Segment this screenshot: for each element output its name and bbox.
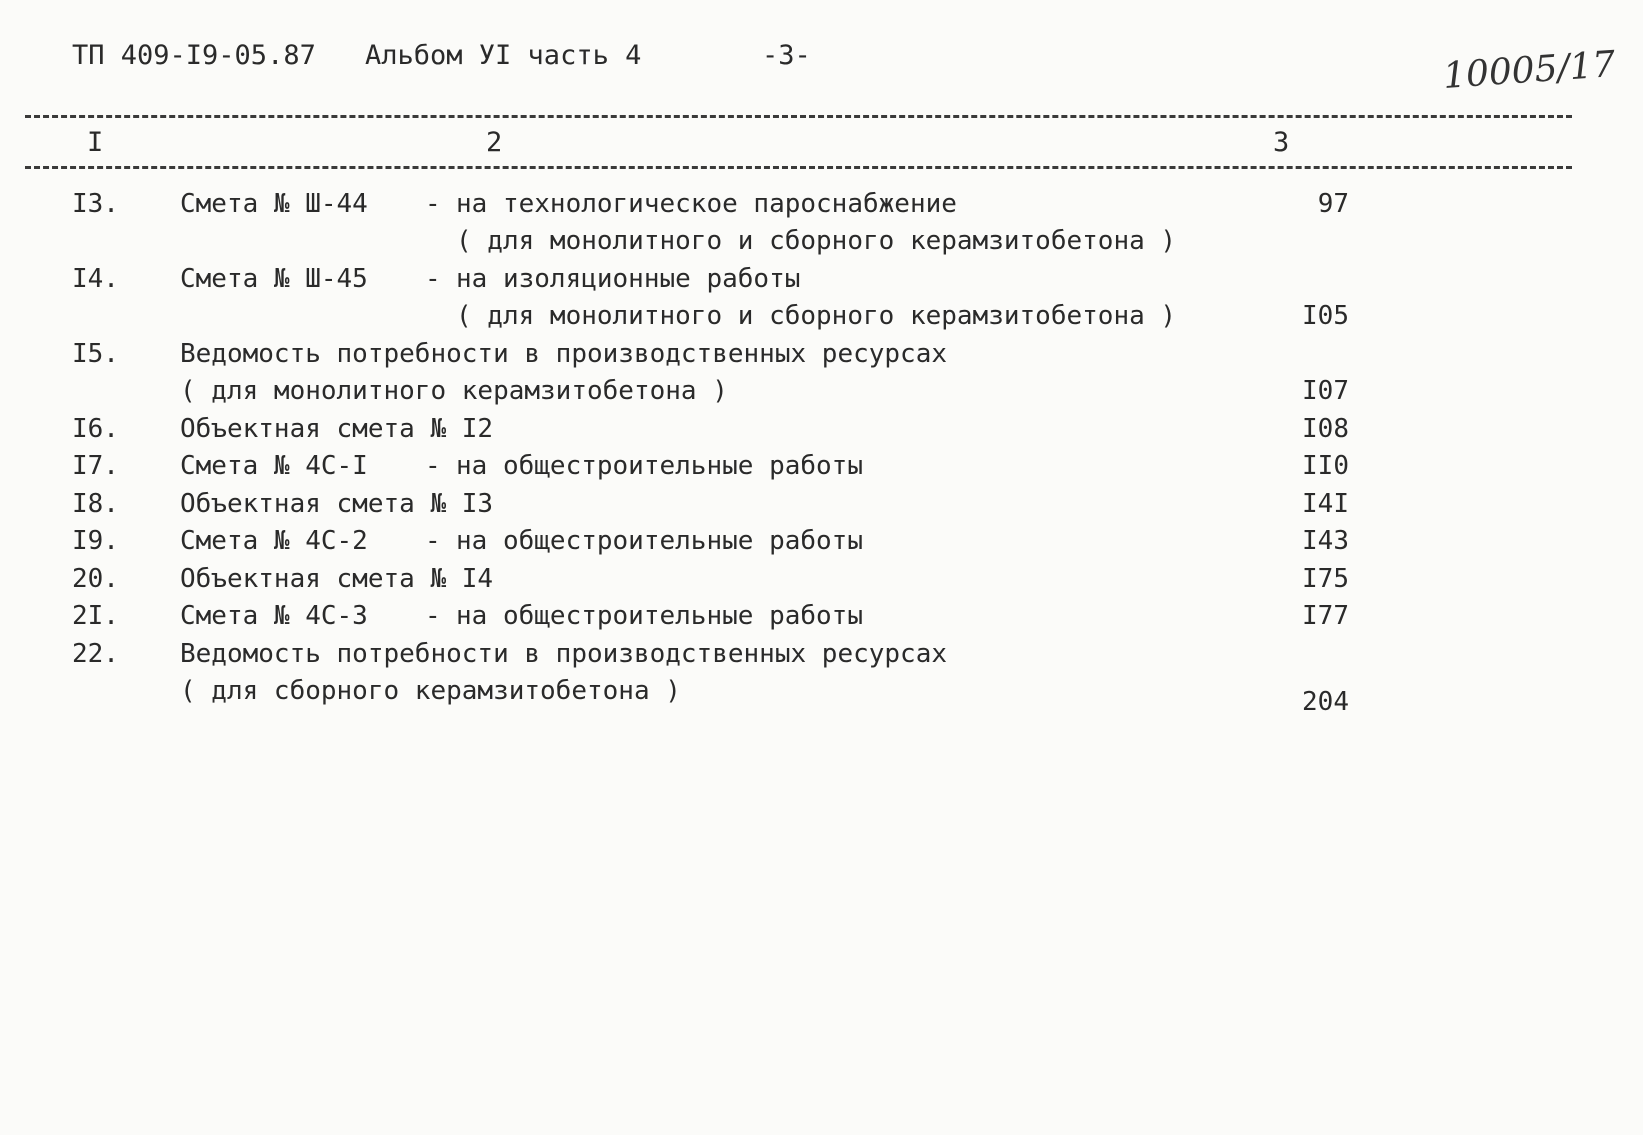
item-dash: - bbox=[425, 264, 441, 294]
item-number: I6. bbox=[72, 414, 119, 444]
page-number: -3- bbox=[762, 40, 811, 71]
list-item bbox=[0, 564, 1643, 601]
column-number-3: 3 bbox=[1273, 127, 1290, 158]
item-title: ( для сборного керамзитобетона ) bbox=[180, 676, 681, 706]
header-bottom-rule bbox=[25, 166, 1572, 169]
item-title: Смета № 4С-2 bbox=[180, 526, 368, 556]
list-item bbox=[0, 339, 1643, 376]
item-page: I08 bbox=[1302, 414, 1349, 444]
top-rule bbox=[25, 115, 1572, 118]
item-title: Ведомость потребности в производственных ресурсах bbox=[180, 639, 948, 669]
item-number: I8. bbox=[72, 489, 119, 519]
item-title: ( для монолитного керамзитобетона ) bbox=[180, 376, 728, 406]
item-description: на общестроительные работы bbox=[456, 526, 863, 556]
item-dash: - bbox=[425, 526, 441, 556]
item-number: I9. bbox=[72, 526, 119, 556]
item-continuation: ( для монолитного и сборного керамзитобетона ) bbox=[456, 301, 1177, 331]
item-title: Объектная смета № I3 bbox=[180, 489, 494, 519]
item-page: 204 bbox=[1302, 687, 1349, 717]
list-item bbox=[0, 264, 1643, 301]
item-dash: - bbox=[425, 189, 441, 219]
item-title: Смета № 4С-3 bbox=[180, 601, 368, 631]
item-continuation: ( для монолитного и сборного керамзитобетона ) bbox=[456, 226, 1177, 256]
item-description: на изоляционные работы bbox=[456, 264, 801, 294]
list-item bbox=[0, 301, 1643, 338]
item-number: I5. bbox=[72, 339, 119, 369]
list-item bbox=[0, 526, 1643, 563]
item-description: на общестроительные работы bbox=[456, 451, 863, 481]
album-label: Альбом УI часть 4 bbox=[365, 40, 642, 71]
list-item bbox=[0, 376, 1643, 413]
item-number: 22. bbox=[72, 639, 119, 669]
item-number: I7. bbox=[72, 451, 119, 481]
item-page: I75 bbox=[1302, 564, 1349, 594]
item-dash: - bbox=[425, 601, 441, 631]
item-description: на технологическое пароснабжение bbox=[456, 189, 957, 219]
list-item bbox=[0, 451, 1643, 488]
list-item bbox=[0, 639, 1643, 676]
item-page: I05 bbox=[1302, 301, 1349, 331]
item-title: Объектная смета № I2 bbox=[180, 414, 494, 444]
list-item bbox=[0, 414, 1643, 451]
list-item bbox=[0, 601, 1643, 638]
item-number: 2I. bbox=[72, 601, 119, 631]
item-page: 97 bbox=[1317, 189, 1349, 219]
item-description: на общестроительные работы bbox=[456, 601, 863, 631]
item-title: Объектная смета № I4 bbox=[180, 564, 494, 594]
list-item bbox=[0, 189, 1643, 226]
list-item bbox=[0, 676, 1643, 717]
list-item bbox=[0, 489, 1643, 526]
item-title: Смета № 4С-I bbox=[180, 451, 368, 481]
item-number: 20. bbox=[72, 564, 119, 594]
item-title: Ведомость потребности в производственных ресурсах bbox=[180, 339, 948, 369]
column-number-1: I bbox=[87, 127, 104, 158]
handwritten-reference: 10005/17 bbox=[1441, 44, 1617, 97]
column-number-2: 2 bbox=[486, 127, 503, 158]
item-number: I3. bbox=[72, 189, 119, 219]
item-number: I4. bbox=[72, 264, 119, 294]
item-page: I43 bbox=[1302, 526, 1349, 556]
item-dash: - bbox=[425, 451, 441, 481]
item-page: II0 bbox=[1302, 451, 1349, 481]
list-item bbox=[0, 226, 1643, 263]
item-title: Смета № Ш-45 bbox=[180, 264, 368, 294]
item-page: I77 bbox=[1302, 601, 1349, 631]
item-page: I07 bbox=[1302, 376, 1349, 406]
document-code: ТП 409-I9-05.87 bbox=[72, 40, 316, 71]
item-page: I4I bbox=[1302, 489, 1349, 519]
item-title: Смета № Ш-44 bbox=[180, 189, 368, 219]
